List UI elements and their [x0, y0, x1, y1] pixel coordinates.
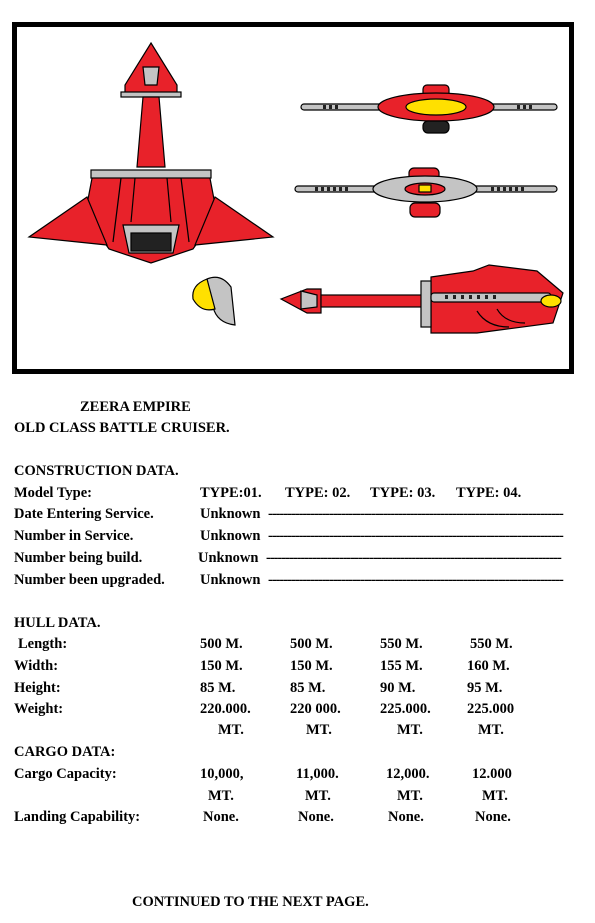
model-type-4: TYPE: 04.	[456, 485, 522, 501]
landing-capability-4: None.	[475, 809, 511, 825]
cargo-unit-1: MT.	[208, 788, 234, 804]
weight-1: 220.000.	[200, 701, 251, 717]
model-type-label: Model Type:	[14, 485, 93, 501]
rear-view	[295, 168, 557, 217]
ship-class-title: OLD CLASS BATTLE CRUISER.	[14, 420, 230, 436]
number-upgraded-value: Unknown	[200, 572, 261, 588]
cargo-unit-2: MT.	[305, 788, 331, 804]
width-3: 155 M.	[380, 658, 423, 674]
width-2: 150 M.	[290, 658, 333, 674]
weight-4: 225.000	[467, 701, 515, 717]
height-2: 85 M.	[290, 680, 326, 696]
weight-unit-3: MT.	[397, 722, 423, 738]
model-type-2: TYPE: 02.	[285, 485, 351, 501]
height-3: 90 M.	[380, 680, 416, 696]
top-view-nose-band	[121, 92, 181, 97]
height-4: 95 M.	[467, 680, 503, 696]
cargo-capacity-2: 11,000.	[296, 766, 339, 782]
cargo-capacity-4: 12.000	[472, 766, 512, 782]
ship-illustration	[12, 22, 574, 374]
top-view-hangar-door	[131, 233, 171, 251]
weight-label: Weight:	[14, 701, 64, 717]
width-4: 160 M.	[467, 658, 510, 674]
ship-drawings	[17, 27, 569, 369]
cargo-capacity-label: Cargo Capacity:	[14, 766, 117, 782]
length-label: Length:	[18, 636, 68, 652]
length-3: 550 M.	[380, 636, 423, 652]
width-label: Width:	[14, 658, 59, 674]
number-upgraded-label: Number been upgraded.	[14, 572, 165, 588]
weight-unit-1: MT.	[218, 722, 244, 738]
height-label: Height:	[14, 680, 61, 696]
number-in-service-value: Unknown	[200, 528, 261, 544]
number-in-service-label: Number in Service.	[14, 528, 134, 544]
weight-2: 220 000.	[290, 701, 341, 717]
top-view-hull-band	[91, 170, 211, 178]
landing-capability-label: Landing Capability:	[14, 809, 141, 825]
hull-heading: HULL DATA.	[14, 615, 101, 631]
width-1: 150 M.	[200, 658, 243, 674]
landing-capability-2: None.	[298, 809, 334, 825]
top-view	[29, 43, 273, 263]
length-2: 500 M.	[290, 636, 333, 652]
dash-leader: -----------------------------------------------------------------------------	[268, 528, 563, 544]
construction-heading: CONSTRUCTION DATA.	[14, 463, 179, 479]
height-1: 85 M.	[200, 680, 236, 696]
continued-note: CONTINUED TO THE NEXT PAGE.	[132, 894, 369, 910]
date-entering-service-label: Date Entering Service.	[14, 506, 154, 522]
front-view	[301, 85, 557, 133]
side-view-neck	[321, 295, 431, 307]
empire-name: ZEERA EMPIRE	[80, 399, 191, 415]
number-being-build-label: Number being build.	[14, 550, 143, 566]
length-4: 550 M.	[470, 636, 513, 652]
landing-capability-1: None.	[203, 809, 239, 825]
side-view	[281, 265, 563, 333]
landing-capability-3: None.	[388, 809, 424, 825]
dash-leader: -----------------------------------------------------------------------------	[268, 572, 563, 588]
weight-3: 225.000.	[380, 701, 431, 717]
side-view-canopy	[541, 295, 561, 307]
top-view-nose-window	[143, 67, 159, 85]
top-view-neck	[137, 97, 165, 167]
dash-leader: -----------------------------------------------------------------------------	[266, 550, 561, 566]
cargo-unit-3: MT.	[397, 788, 423, 804]
cargo-heading: CARGO DATA:	[14, 744, 116, 760]
weight-unit-2: MT.	[306, 722, 332, 738]
cargo-capacity-1: 10,000,	[200, 766, 244, 782]
number-being-build-value: Unknown	[198, 550, 259, 566]
model-type-1: TYPE:01.	[200, 485, 262, 501]
front-view-canopy	[406, 99, 466, 115]
side-view-wing	[431, 293, 551, 302]
model-type-3: TYPE: 03.	[370, 485, 436, 501]
canopy-detail	[193, 277, 235, 325]
weight-unit-4: MT.	[478, 722, 504, 738]
length-1: 500 M.	[200, 636, 243, 652]
cargo-unit-4: MT.	[482, 788, 508, 804]
date-entering-service-value: Unknown	[200, 506, 261, 522]
cargo-capacity-3: 12,000.	[386, 766, 430, 782]
dash-leader: -----------------------------------------------------------------------------	[268, 506, 563, 522]
